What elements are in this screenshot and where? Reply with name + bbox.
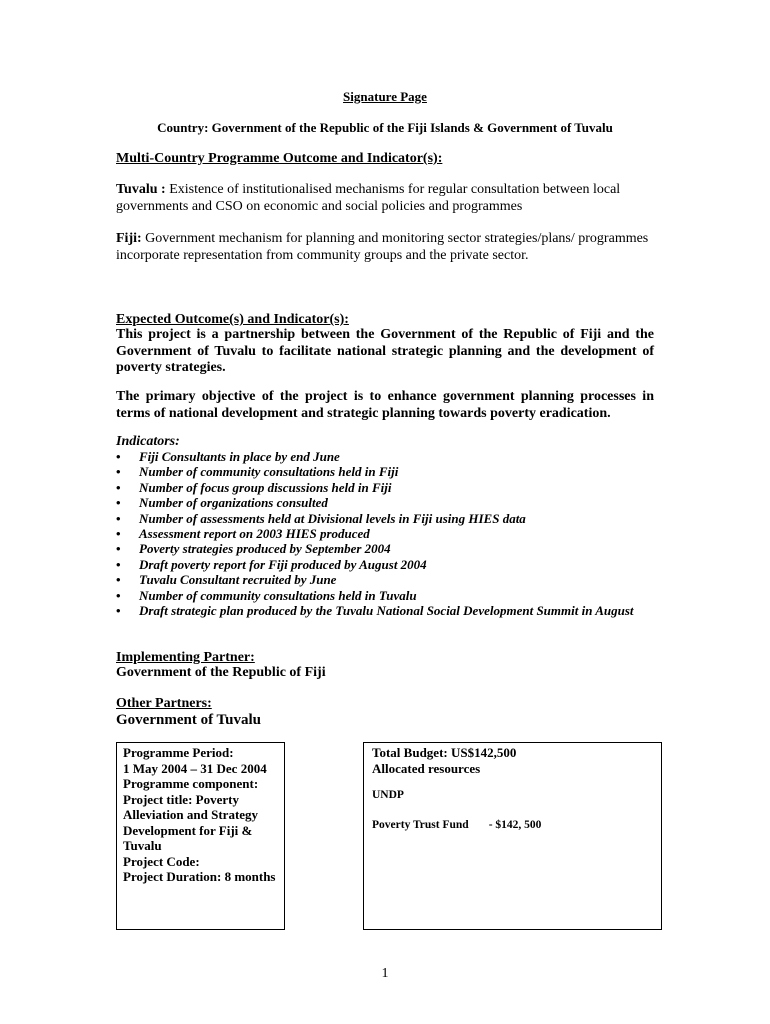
- list-item: • Number of community consultations held in Fiji: [116, 464, 656, 479]
- expected-paragraph-1: This project is a partnership between the Government of the Republic of Fiji and the Government of Tuvalu to facilitate national strategic planning and the development of poverty strategies.: [116, 327, 654, 375]
- expected-heading: Expected Outcome(s) and Indicator(s):: [116, 312, 349, 327]
- list-item: • Poverty strategies produced by September 2004: [116, 541, 656, 556]
- list-item: • Draft strategic plan produced by the Tuvalu National Social Development Summit in August: [116, 603, 656, 618]
- project-duration: Project Duration: 8 months: [123, 869, 276, 884]
- allocated-resources: Allocated resources: [372, 760, 481, 776]
- list-item: • Draft poverty report for Fiji produced by August 2004: [116, 557, 656, 572]
- list-item: • Number of assessments held at Divisional levels in Fiji using HIES data: [116, 511, 656, 526]
- total-budget: Total Budget: US$142,500: [372, 745, 517, 760]
- programme-period-value: 1 May 2004 – 31 Dec 2004: [123, 760, 267, 776]
- page-number: 1: [381, 966, 389, 981]
- fiji-label: Fiji:: [116, 231, 142, 246]
- undp-label: UNDP: [372, 789, 404, 801]
- list-item: • Fiji Consultants in place by end June: [116, 449, 656, 464]
- list-item: • Tuvalu Consultant recruited by June: [116, 572, 656, 587]
- tuvalu-label: Tuvalu :: [116, 182, 166, 197]
- tuvalu-paragraph: [116, 182, 654, 215]
- country-line: Country: Government of the Republic of the Fiji Islands & Government of Tuvalu: [157, 120, 613, 135]
- list-item: • Number of organizations consulted: [116, 495, 656, 510]
- project-title: Project title: Poverty Alleviation and Strategy Development for Fiji & Tuvalu: [123, 791, 259, 853]
- other-partners-heading: Other Partners:: [116, 696, 212, 711]
- fund-amount: - $142, 500: [488, 818, 542, 831]
- implementing-partner-heading: Implementing Partner:: [116, 650, 255, 665]
- fiji-paragraph: [116, 231, 654, 264]
- indicators-label: Indicators:: [116, 434, 180, 449]
- programme-info-box: [116, 742, 285, 930]
- indicators-list: [116, 449, 656, 618]
- list-item: • Assessment report on 2003 HIES produced: [116, 526, 656, 541]
- page-title: Signature Page: [343, 89, 427, 104]
- fiji-text: Government mechanism for planning and monitoring sector strategies/plans/ programmes incorporate representation from community groups and the private sector.: [116, 231, 649, 263]
- expected-paragraph-2: The primary objective of the project is to enhance government planning processes in terms of national development and strategic planning towards poverty eradication.: [116, 389, 654, 421]
- programme-component: Programme component:: [123, 776, 259, 791]
- project-code: Project Code:: [123, 853, 200, 869]
- fund-name: Poverty Trust Fund: [372, 818, 469, 831]
- implementing-partner: Government of the Republic of Fiji: [116, 665, 326, 680]
- list-item: • Number of focus group discussions held in Fiji: [116, 480, 656, 495]
- fund-row: [372, 818, 653, 834]
- multi-country-heading: Multi-Country Programme Outcome and Indicator(s):: [116, 151, 443, 166]
- tuvalu-text: Existence of institutionalised mechanisms for regular consultation between local governments and CSO on economic and social policies and programmes: [116, 182, 621, 214]
- list-item: • Number of community consultations held in Tuvalu: [116, 588, 656, 603]
- budget-box: [363, 742, 662, 930]
- programme-period-label: Programme Period:: [123, 745, 234, 760]
- other-partners: Government of Tuvalu: [116, 712, 262, 728]
